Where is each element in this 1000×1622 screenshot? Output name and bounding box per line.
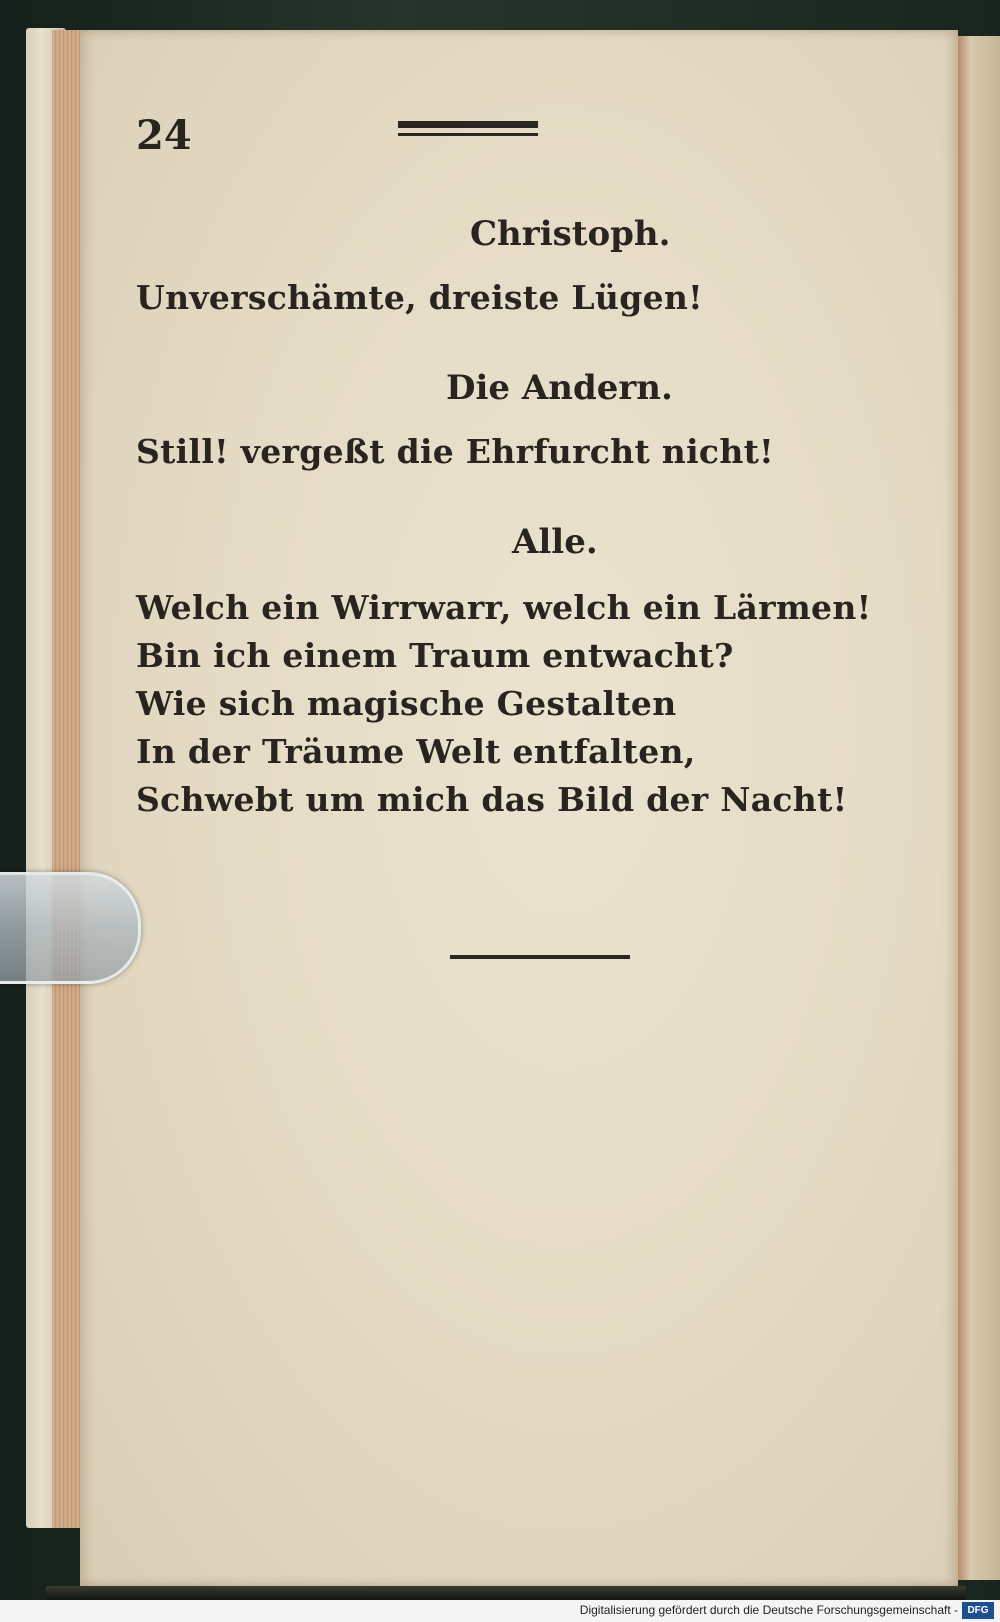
header-rule-thick bbox=[398, 121, 538, 128]
header-rule-thin bbox=[398, 133, 538, 136]
verse-line: Unverschämte, dreiste Lügen! bbox=[136, 278, 703, 317]
verse-line: In der Träume Welt entfalten, bbox=[136, 732, 696, 771]
page-number: 24 bbox=[136, 112, 192, 159]
speaker-christoph: Christoph. bbox=[470, 214, 671, 254]
bottom-shadow bbox=[46, 1586, 966, 1600]
page-clip bbox=[0, 872, 141, 984]
speaker-alle: Alle. bbox=[512, 522, 598, 562]
speaker-die-andern: Die Andern. bbox=[446, 368, 673, 408]
footer-credit: Digitalisierung gefördert durch die Deutsche Forschungsgemeinschaft - bbox=[579, 1603, 958, 1617]
facing-page-edge bbox=[958, 36, 1000, 1580]
header-rule bbox=[398, 121, 538, 145]
footer-bar bbox=[0, 1600, 1000, 1622]
verse-line: Wie sich magische Gestalten bbox=[136, 684, 677, 723]
verse-line: Welch ein Wirrwarr, welch ein Lärmen! bbox=[136, 588, 872, 627]
verse-line: Bin ich einem Traum entwacht? bbox=[136, 636, 734, 675]
verse-line: Schwebt um mich das Bild der Nacht! bbox=[136, 780, 848, 819]
end-rule bbox=[450, 955, 630, 959]
verse-line: Still! vergeßt die Ehrfurcht nicht! bbox=[136, 432, 774, 471]
dfg-logo-icon[interactable]: DFG bbox=[962, 1602, 994, 1619]
